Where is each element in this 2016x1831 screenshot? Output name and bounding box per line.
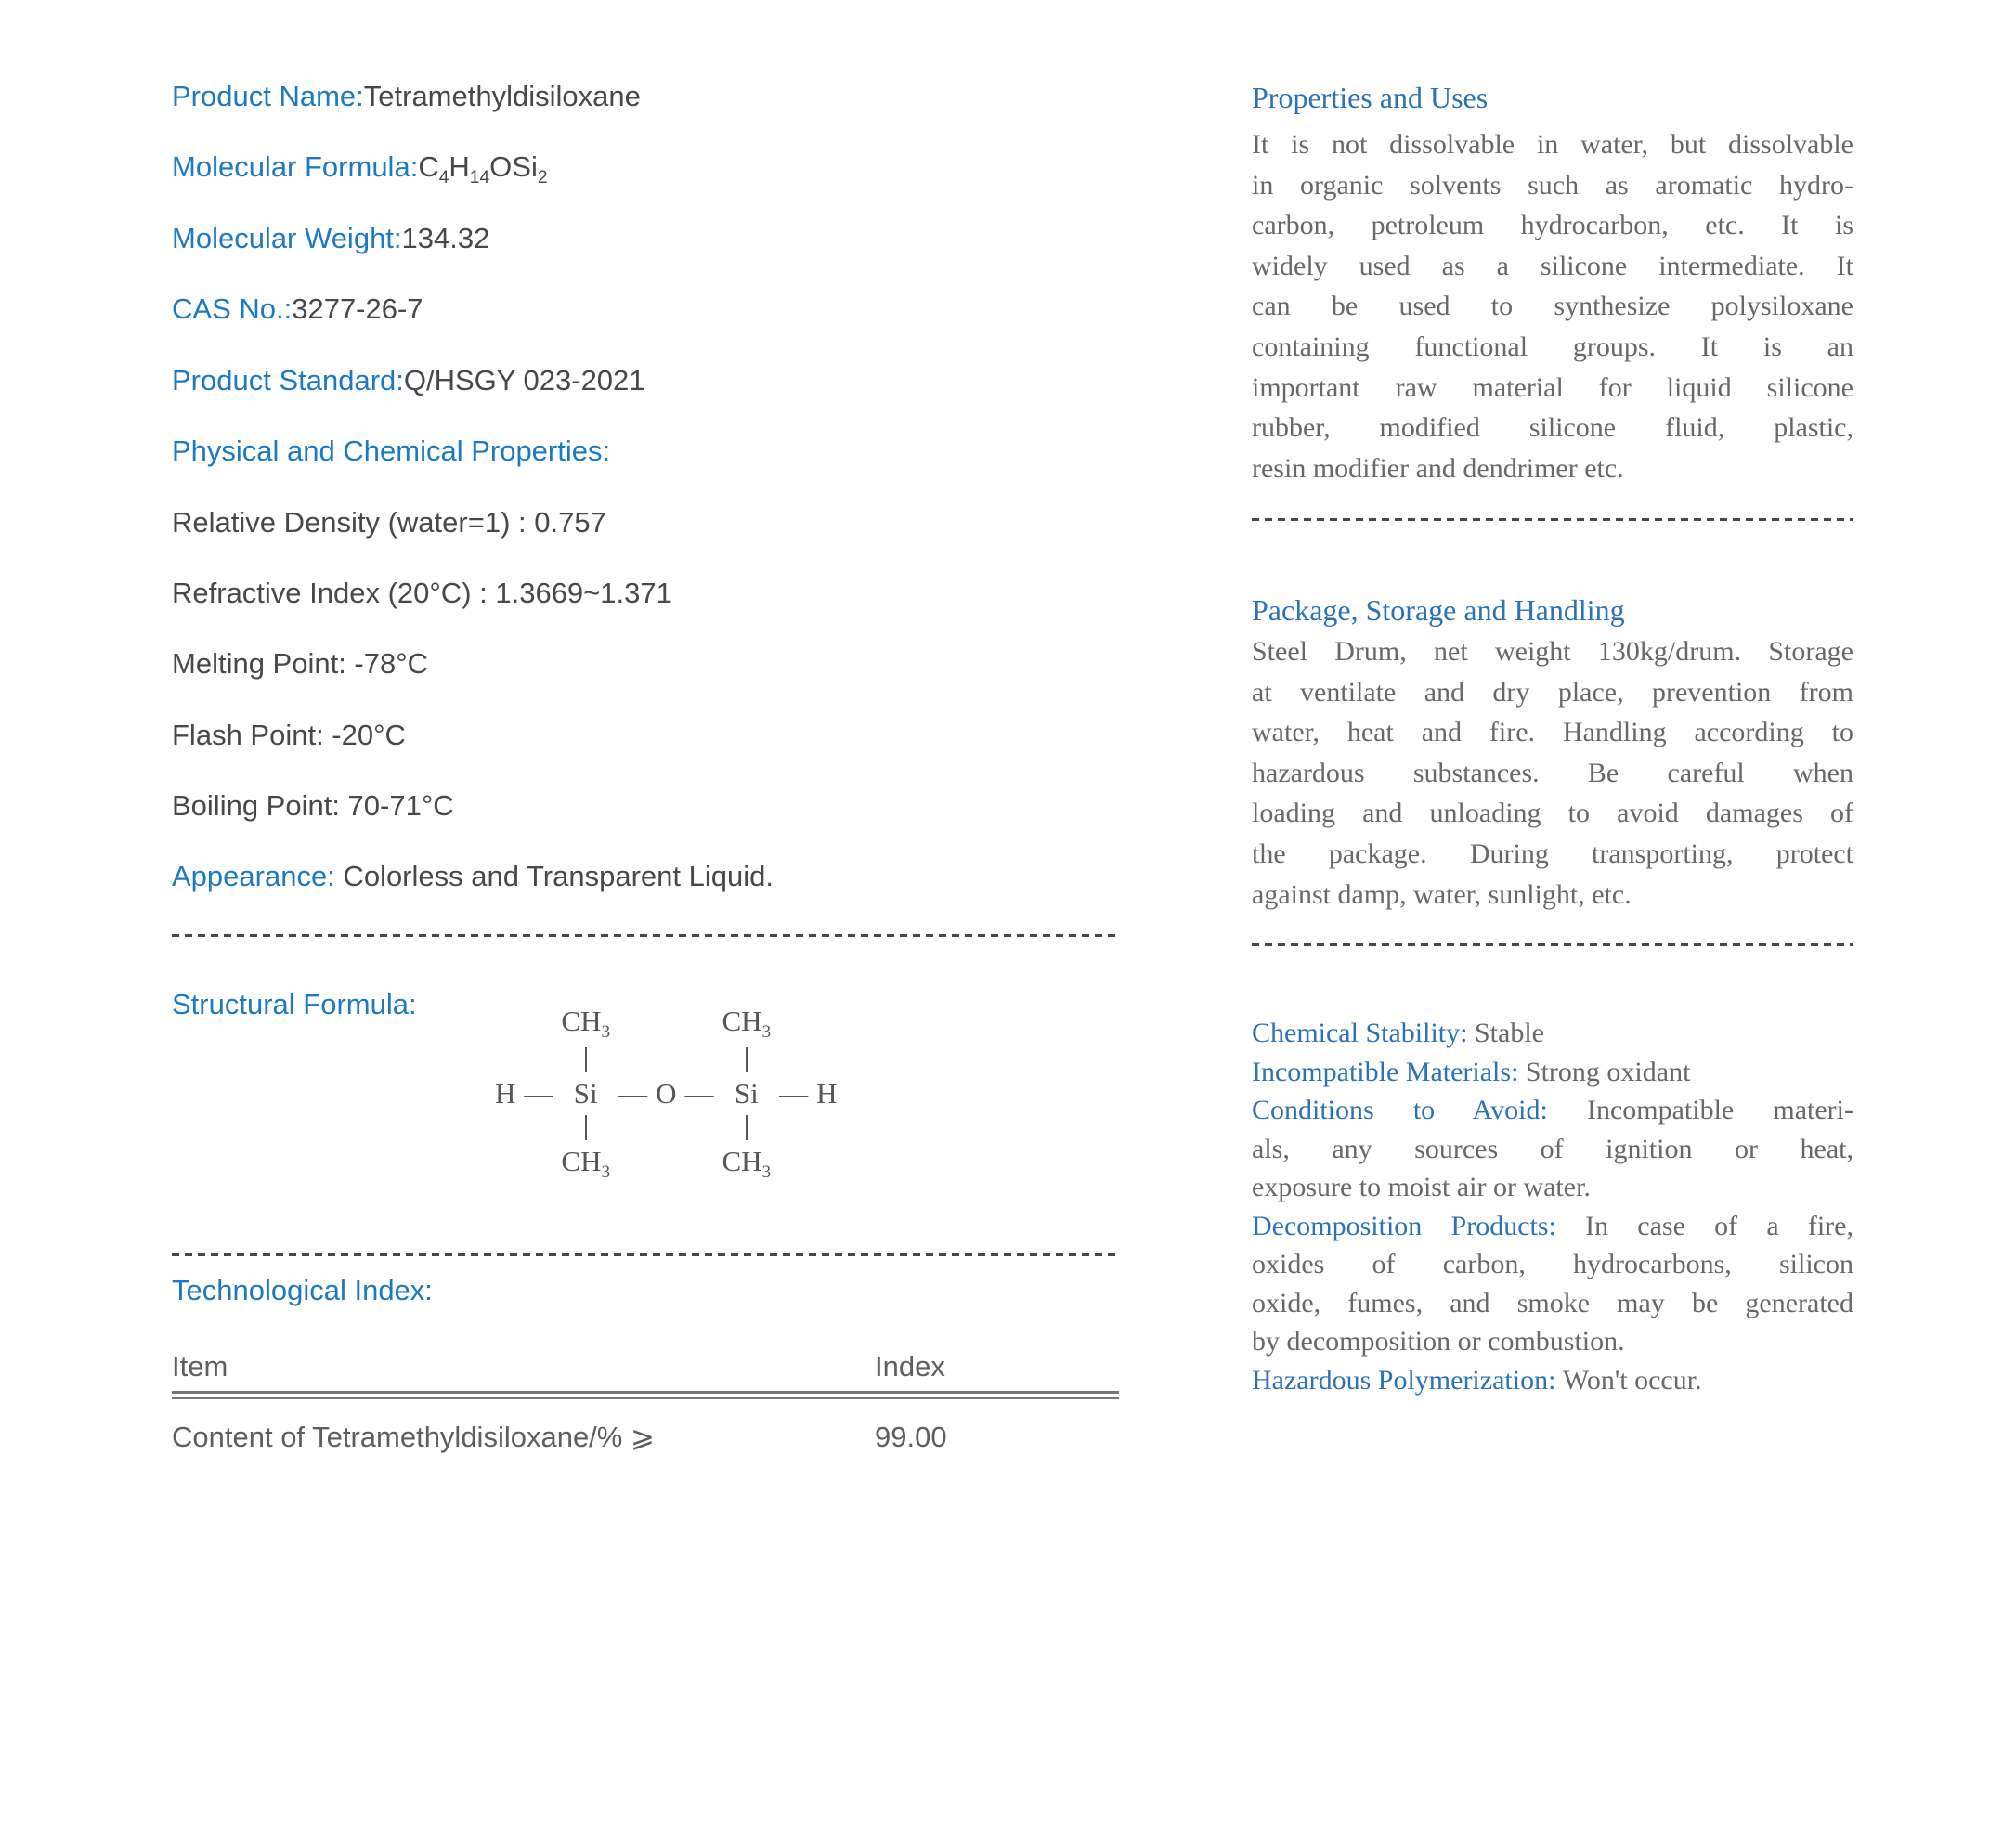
- text-line: can be used to synthesize polysiloxane: [1252, 291, 1853, 322]
- text-line: Hazardous Polymerization: Won't occur.: [1252, 1364, 1702, 1396]
- text-line: important raw material for liquid silicone: [1252, 371, 1853, 403]
- methyl-group: $CH_3$: [561, 1005, 611, 1043]
- dashed-divider: [1252, 943, 1853, 946]
- bond: —: [524, 1077, 553, 1110]
- molecular-formula-row: [172, 149, 1119, 197]
- molecular-formula-label: Molecular Formula:: [172, 150, 419, 183]
- text-line: widely used as a silicone intermediate. It: [1252, 250, 1853, 281]
- bond: —: [618, 1077, 648, 1110]
- cas-no-value: 3277-26-7: [292, 292, 423, 325]
- text-line: Incompatible Materials: Strong oxidant: [1252, 1056, 1691, 1087]
- bond: —: [684, 1077, 714, 1110]
- product-standard-row: [172, 362, 1119, 399]
- product-name-label: Product Name:: [172, 80, 364, 112]
- dashed-divider: [1252, 518, 1853, 521]
- text-line: Steel Drum, net weight 130kg/drum. Storage: [1252, 636, 1853, 667]
- methyl-group: $CH_3$: [722, 1145, 772, 1183]
- vertical-bond: [746, 1115, 748, 1140]
- dashed-divider: [172, 1253, 1119, 1256]
- relative-density-row: Relative Density (water=1) : 0.757: [172, 506, 606, 539]
- table-header-index: Index: [875, 1350, 945, 1383]
- stability-label: Hazardous Polymerization:: [1252, 1364, 1556, 1396]
- o-atom: O: [656, 1077, 677, 1110]
- package-storage-paragraph: [1252, 631, 1853, 915]
- tech-index-heading: Technological Index:: [172, 1274, 433, 1306]
- table-row: [172, 1419, 1119, 1456]
- product-standard-value: Q/HSGY 023-2021: [403, 364, 645, 396]
- text-line: against damp, water, sunlight, etc.: [1252, 878, 1632, 910]
- text-line: the package. During transporting, protect: [1252, 838, 1853, 869]
- text-line: hazardous substances. Be careful when: [1252, 757, 1853, 788]
- appearance-label: Appearance:: [172, 860, 335, 892]
- methyl-group: $CH_3$: [561, 1145, 611, 1183]
- properties-uses-heading: Properties and Uses: [1252, 81, 1489, 114]
- molecular-weight-value: 134.32: [401, 222, 490, 254]
- table-header-row: [172, 1348, 1119, 1385]
- text-line: oxides of carbon, hydrocarbons, silicon: [1252, 1249, 1853, 1279]
- structural-formula-diagram: [495, 1005, 838, 1183]
- appearance-row: [172, 858, 1119, 895]
- dashed-divider: [172, 934, 1119, 937]
- text-line: at ventilate and dry place, prevention from: [1252, 676, 1853, 708]
- h-atom: H: [495, 1077, 516, 1110]
- text-line: resin modifier and dendrimer etc.: [1252, 452, 1624, 484]
- bond: —: [779, 1077, 809, 1110]
- text-line: Conditions to Avoid: Incompatible materi-: [1252, 1095, 1853, 1125]
- text-line: containing functional groups. It is an: [1252, 331, 1853, 362]
- text-line: Chemical Stability: Stable: [1252, 1018, 1544, 1048]
- text-line: loading and unloading to avoid damages of: [1252, 798, 1853, 829]
- flash-point-row: Flash Point: -20°C: [172, 719, 406, 751]
- appearance-value: Colorless and Transparent Liquid.: [334, 860, 774, 892]
- stability-label: Incompatible Materials:: [1252, 1056, 1519, 1087]
- product-name-value: Tetramethyldisiloxane: [363, 80, 641, 112]
- melting-point-row: Melting Point: -78°C: [172, 647, 429, 680]
- table-double-rule: [172, 1391, 1119, 1399]
- product-standard-label: Product Standard:: [172, 364, 404, 396]
- stability-label: Decomposition Products:: [1252, 1210, 1556, 1241]
- boiling-point-row: Boiling Point: 70-71°C: [172, 789, 454, 822]
- methyl-group: $CH_3$: [722, 1005, 772, 1043]
- si-group: [722, 1005, 771, 1183]
- left-column: [172, 78, 1119, 1610]
- text-line: in organic solvents such as aromatic hydro-: [1252, 169, 1853, 201]
- text-line: als, any sources of ignition or heat,: [1252, 1133, 1853, 1164]
- stability-label: Conditions to Avoid:: [1252, 1095, 1548, 1125]
- text-line: It is not dissolvable in water, but dissolvable: [1252, 129, 1853, 160]
- text-line: water, heat and fire. Handling according to: [1252, 717, 1853, 748]
- si-group: [561, 1005, 610, 1183]
- stability-label: Chemical Stability:: [1252, 1018, 1468, 1048]
- text-line: carbon, petroleum hydrocarbon, etc. It is: [1252, 210, 1853, 241]
- text-line: by decomposition or combustion.: [1252, 1326, 1625, 1357]
- stability-section: [1252, 1014, 1853, 1399]
- refractive-index-row: Refractive Index (20°C) : 1.3669~1.371: [172, 577, 672, 609]
- package-storage-heading: Package, Storage and Handling: [1252, 593, 1625, 627]
- cas-no-row: [172, 291, 1119, 328]
- vertical-bond: [746, 1047, 748, 1072]
- properties-uses-paragraph: [1252, 124, 1853, 488]
- molecular-weight-row: [172, 220, 1119, 257]
- right-column: [1252, 78, 1853, 1610]
- table-cell-index: 99.00: [875, 1421, 947, 1453]
- structural-formula-heading: Structural Formula:: [172, 988, 417, 1020]
- si-atom: Si: [573, 1077, 598, 1110]
- vertical-bond: [585, 1047, 587, 1072]
- si-atom: Si: [734, 1077, 759, 1110]
- phys-chem-heading: Physical and Chemical Properties:: [172, 435, 611, 467]
- h-atom: H: [816, 1077, 838, 1110]
- text-line: rubber, modified silicone fluid, plastic,: [1252, 412, 1853, 444]
- vertical-bond: [585, 1115, 587, 1140]
- molecular-formula-value: $C_4H_{14}OSi_2$: [418, 150, 548, 188]
- product-name-row: [172, 78, 1119, 115]
- cas-no-label: CAS No.:: [172, 292, 293, 325]
- molecular-weight-label: Molecular Weight:: [172, 222, 402, 254]
- table-cell-item: Content of Tetramethyldisiloxane/% ⩾: [172, 1421, 655, 1453]
- table-header-item: Item: [172, 1350, 228, 1383]
- text-line: exposure to moist air or water.: [1252, 1172, 1591, 1202]
- text-line: Decomposition Products: In case of a fire,: [1252, 1210, 1853, 1241]
- text-line: oxide, fumes, and smoke may be generated: [1252, 1287, 1853, 1318]
